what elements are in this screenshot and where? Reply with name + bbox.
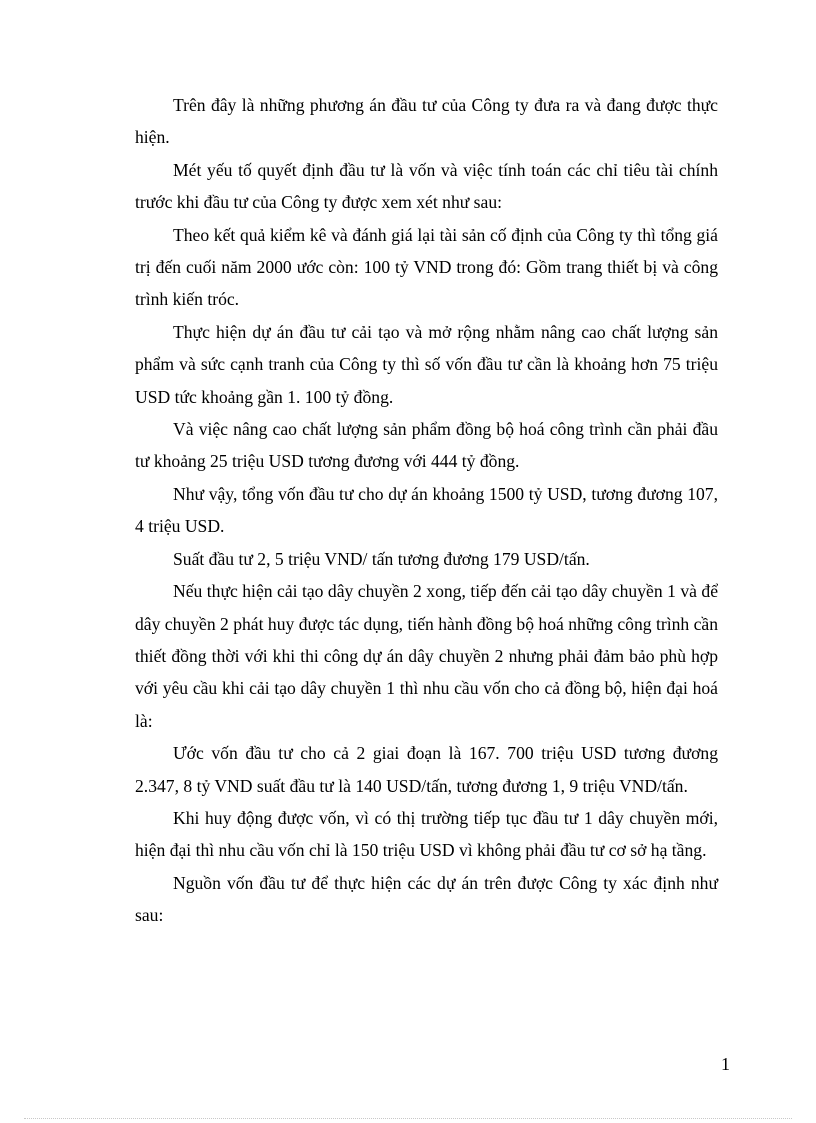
paragraph-5: Và việc nâng cao chất lượng sản phẩm đồng bộ hoá công trình cần phải đầu tư khoảng 25 triệu USD tương đương với 444 tỷ đồng.: [135, 419, 718, 472]
page-number: 1: [721, 1054, 730, 1074]
paragraph-8: Nếu thực hiện cải tạo dây chuyền 2 xong, tiếp đến cải tạo dây chuyền 1 và để dây chuyền 2 phát huy được tác dụng, tiến hành đồng bộ hoá những công trình cần thiết đồng thời với khi thi công dự án dây chuyền 2 nhưng phải đảm bảo phù hợp với yêu cầu khi cải tạo dây chuyền 1 thì nhu cầu vốn cho cả đồng bộ, hiện đại hoá là:: [135, 581, 718, 731]
paragraph-1: Trên đây là những phương án đầu tư của Công ty đưa ra và đang được thực hiện.: [135, 95, 718, 148]
paragraph-4: Thực hiện dự án đầu tư cải tạo và mở rộng nhằm nâng cao chất lượng sản phẩm và sức cạnh tranh của Công ty thì số vốn đầu tư cần là khoảng hơn 75 triệu USD tức khoảng gần 1. 100 tỷ đồng.: [135, 321, 718, 407]
paragraph-6: Như vậy, tổng vốn đầu tư cho dự án khoảng 1500 tỷ USD, tương đương 107, 4 triệu USD.: [135, 483, 718, 537]
paragraph-10: Khi huy động được vốn, vì có thị trường tiếp tục đầu tư 1 dây chuyền mới, hiện đại thì nhu cầu vốn chỉ là 150 triệu USD vì không phải đầu tư cơ sở hạ tầng.: [135, 807, 718, 861]
page-bottom-divider: [24, 1118, 792, 1119]
paragraph-2: Mét yếu tố quyết định đầu tư là vốn và việc tính toán các chỉ tiêu tài chính trước khi đầu tư của Công ty được xem xét như sau:: [135, 159, 718, 213]
paragraph-7: Suất đầu tư 2, 5 triệu VND/ tấn tương đương 179 USD/tấn.: [173, 548, 590, 569]
document-body: [135, 89, 718, 932]
paragraph-9: Ước vốn đầu tư cho cả 2 giai đoạn là 167. 700 triệu USD tương đương 2.347, 8 tỷ VND suất đầu tư là 140 USD/tấn, tương đương 1, 9 triệu VND/tấn.: [135, 743, 718, 796]
paragraph-11: Nguồn vốn đầu tư để thực hiện các dự án trên được Công ty xác định như sau:: [135, 872, 718, 926]
paragraph-3: Theo kết quả kiểm kê và đánh giá lại tài sản cố định của Công ty thì tổng giá trị đến cuối năm 2000 ước còn: 100 tỷ VND trong đó: Gồm trang thiết bị và công trình kiến tróc.: [135, 224, 718, 310]
